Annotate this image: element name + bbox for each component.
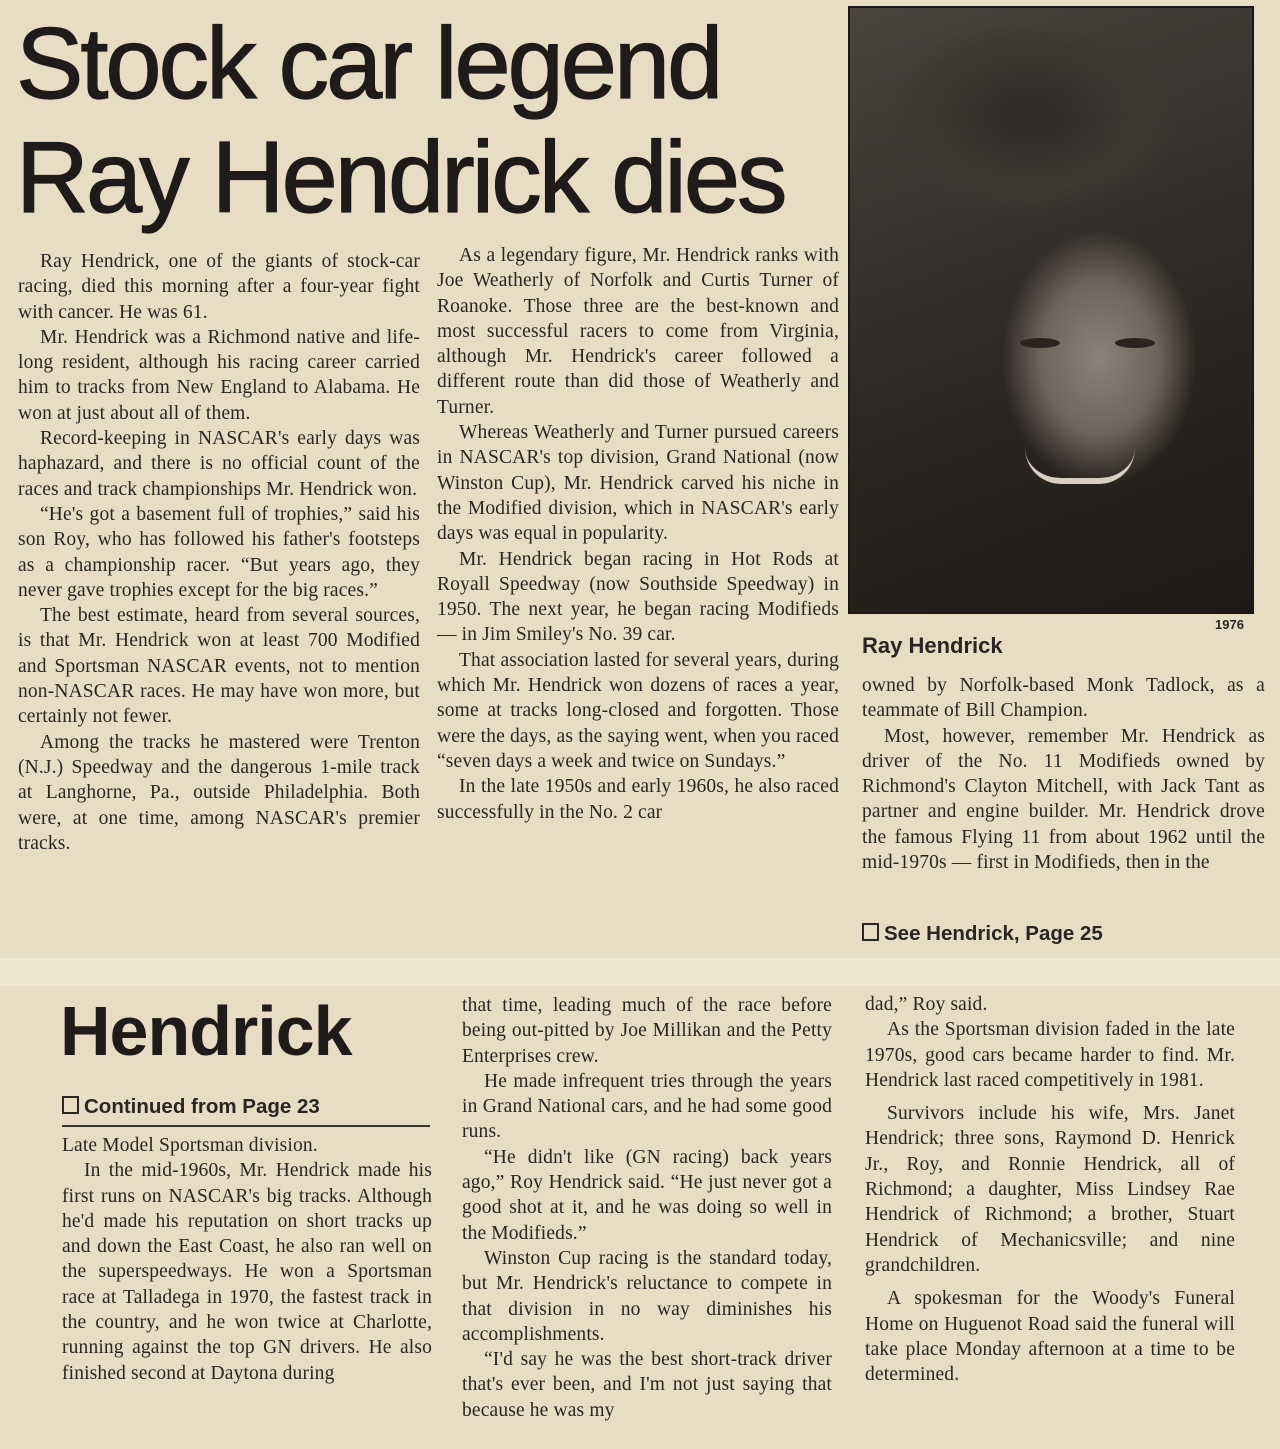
paragraph: dad,” Roy said. <box>865 994 988 1015</box>
paragraph: Record-keeping in NASCAR's early days was haphazard, and there is no official count of the races and track championships Mr. Hendrick won. <box>18 428 420 500</box>
photo-detail <box>1115 338 1155 348</box>
paragraph: As a legendary figure, Mr. Hendrick ranks with Joe Weatherly of Norfolk and Curtis Turner of Roanoke. Those three are the best-known and most successful racers to come from Virginia, although Mr. Hendrick's career followed a different route than did those of Weatherly and Turner. <box>437 245 839 418</box>
paragraph: Survivors include his wife, Mrs. Janet Hendrick; three sons, Raymond D. Henrick Jr., Roy, and Ronnie Hendrick, all of Richmond; a daughter, Miss Lindsey Rae Hendrick of Richmond; a brother, Stuart Hendrick of Mechanicsville; and nine grandchildren. <box>865 1103 1235 1276</box>
photo-year: 1976 <box>1215 617 1244 632</box>
photo-caption: Ray Hendrick <box>862 633 1003 658</box>
portrait-photo <box>848 6 1254 614</box>
headline-line-2: Ray Hendrick dies <box>16 122 785 234</box>
headline-line-1: Stock car legend <box>16 8 721 120</box>
continuation-column-2 <box>462 993 832 1423</box>
paragraph: Winston Cup racing is the standard today, but Mr. Hendrick's reluctance to compete in that division in no way diminishes his accomplishments. <box>462 1247 832 1345</box>
paragraph: “He's got a basement full of trophies,” said his son Roy, who has followed his father's footsteps as a championship racer. “But years ago, they never gave trophies except for the big races.” <box>18 503 420 601</box>
paragraph: Mr. Hendrick was a Richmond native and life-long resident, although his racing career carried him to tracks from New England to Alabama. He won at just about all of them. <box>18 326 420 424</box>
article-column-2 <box>437 243 839 825</box>
paragraph: Most, however, remember Mr. Hendrick as driver of the No. 11 Modifieds owned by Richmond's Clayton Mitchell, with Jack Tant as partner and engine builder. Mr. Hendrick drove the famous Flying 11 from about 1962 until the mid-1970s — first in Modifieds, then in the <box>862 725 1265 874</box>
paragraph: Mr. Hendrick began racing in Hot Rods at Royall Speedway (now Southside Speedway) in 1950. The next year, he began racing Modifieds — in Jim Smiley's No. 39 car. <box>437 548 839 646</box>
paragraph: “I'd say he was the best short-track driver that's ever been, and I'm not just saying that because he was my <box>462 1349 832 1421</box>
paragraph: As the Sportsman division faded in the late 1970s, good cars became harder to find. Mr. Hendrick last raced competitively in 1981. <box>865 1019 1235 1091</box>
article-column-3 <box>862 673 1265 875</box>
paragraph: Ray Hendrick, one of the giants of stock-car racing, died this morning after a four-year fight with cancer. He was 61. <box>18 251 420 323</box>
photo-detail <box>1025 448 1135 484</box>
divider <box>62 1125 430 1127</box>
box-bullet-icon <box>862 923 879 941</box>
photo-detail <box>1020 338 1060 348</box>
jump-text: See Hendrick, Page 25 <box>884 922 1103 945</box>
jump-line <box>862 922 1103 946</box>
paragraph: In the late 1950s and early 1960s, he also raced successfully in the No. 2 car <box>437 776 839 823</box>
paragraph: Late Model Sportsman division. <box>62 1135 318 1156</box>
paragraph: The best estimate, heard from several sources, is that Mr. Hendrick won at least 700 Modified and Sportsman NASCAR events, not to mention non-NASCAR races. He may have won more, but certainly not fewer. <box>18 605 420 728</box>
paragraph: In the mid-1960s, Mr. Hendrick made his first runs on NASCAR's big tracks. Although he'd made his reputation on short tracks up and down the East Coast, he also ran well on the superspeedways. He won a Sportsman race at Talladega in 1970, the fastest track in the country, and he won twice at Charlotte, running against the top GN drivers. He also finished second at Daytona during <box>62 1160 432 1384</box>
paragraph: A spokesman for the Woody's Funeral Home on Huguenot Road said the funeral will take place Monday afternoon at a time to be determined. <box>865 1288 1235 1386</box>
paragraph: “He didn't like (GN racing) back years ago,” Roy Hendrick said. “He just never got a good shot at it, and he was doing so well in the Modifieds.” <box>462 1146 832 1244</box>
paragraph: That association lasted for several years, during which Mr. Hendrick won dozens of races a year, some at tracks long-closed and forgotten. Those were the days, as the saying went, when you raced “seven days a week and twice on Sundays.” <box>437 649 839 772</box>
box-bullet-icon <box>62 1096 79 1114</box>
paragraph: Whereas Weatherly and Turner pursued careers in NASCAR's top division, Grand National (now Winston Cup), Mr. Hendrick carved his niche in the Modified division, which in NASCAR's early days was equal in popularity. <box>437 422 839 545</box>
paragraph: that time, leading much of the race before being out-pitted by Joe Millikan and the Petty Enterprises crew. <box>462 995 832 1067</box>
paragraph: owned by Norfolk-based Monk Tadlock, as a teammate of Bill Champion. <box>862 675 1265 722</box>
article-column-1 <box>18 249 420 856</box>
paragraph: Among the tracks he mastered were Trenton (N.J.) Speedway and the dangerous 1-mile track at Langhorne, Pa., outside Philadelphia. Both were, at one time, among NASCAR's premier tracks. <box>18 731 420 854</box>
continued-text: Continued from Page 23 <box>84 1095 320 1118</box>
continuation-column-3 <box>865 992 1235 1387</box>
clipping-seam <box>0 958 1280 986</box>
continuation-headline: Hendrick <box>60 992 352 1070</box>
continued-line <box>62 1095 320 1119</box>
paragraph: He made infrequent tries through the years in Grand National cars, and he had some good runs. <box>462 1070 832 1143</box>
continuation-column-1 <box>62 1133 432 1386</box>
